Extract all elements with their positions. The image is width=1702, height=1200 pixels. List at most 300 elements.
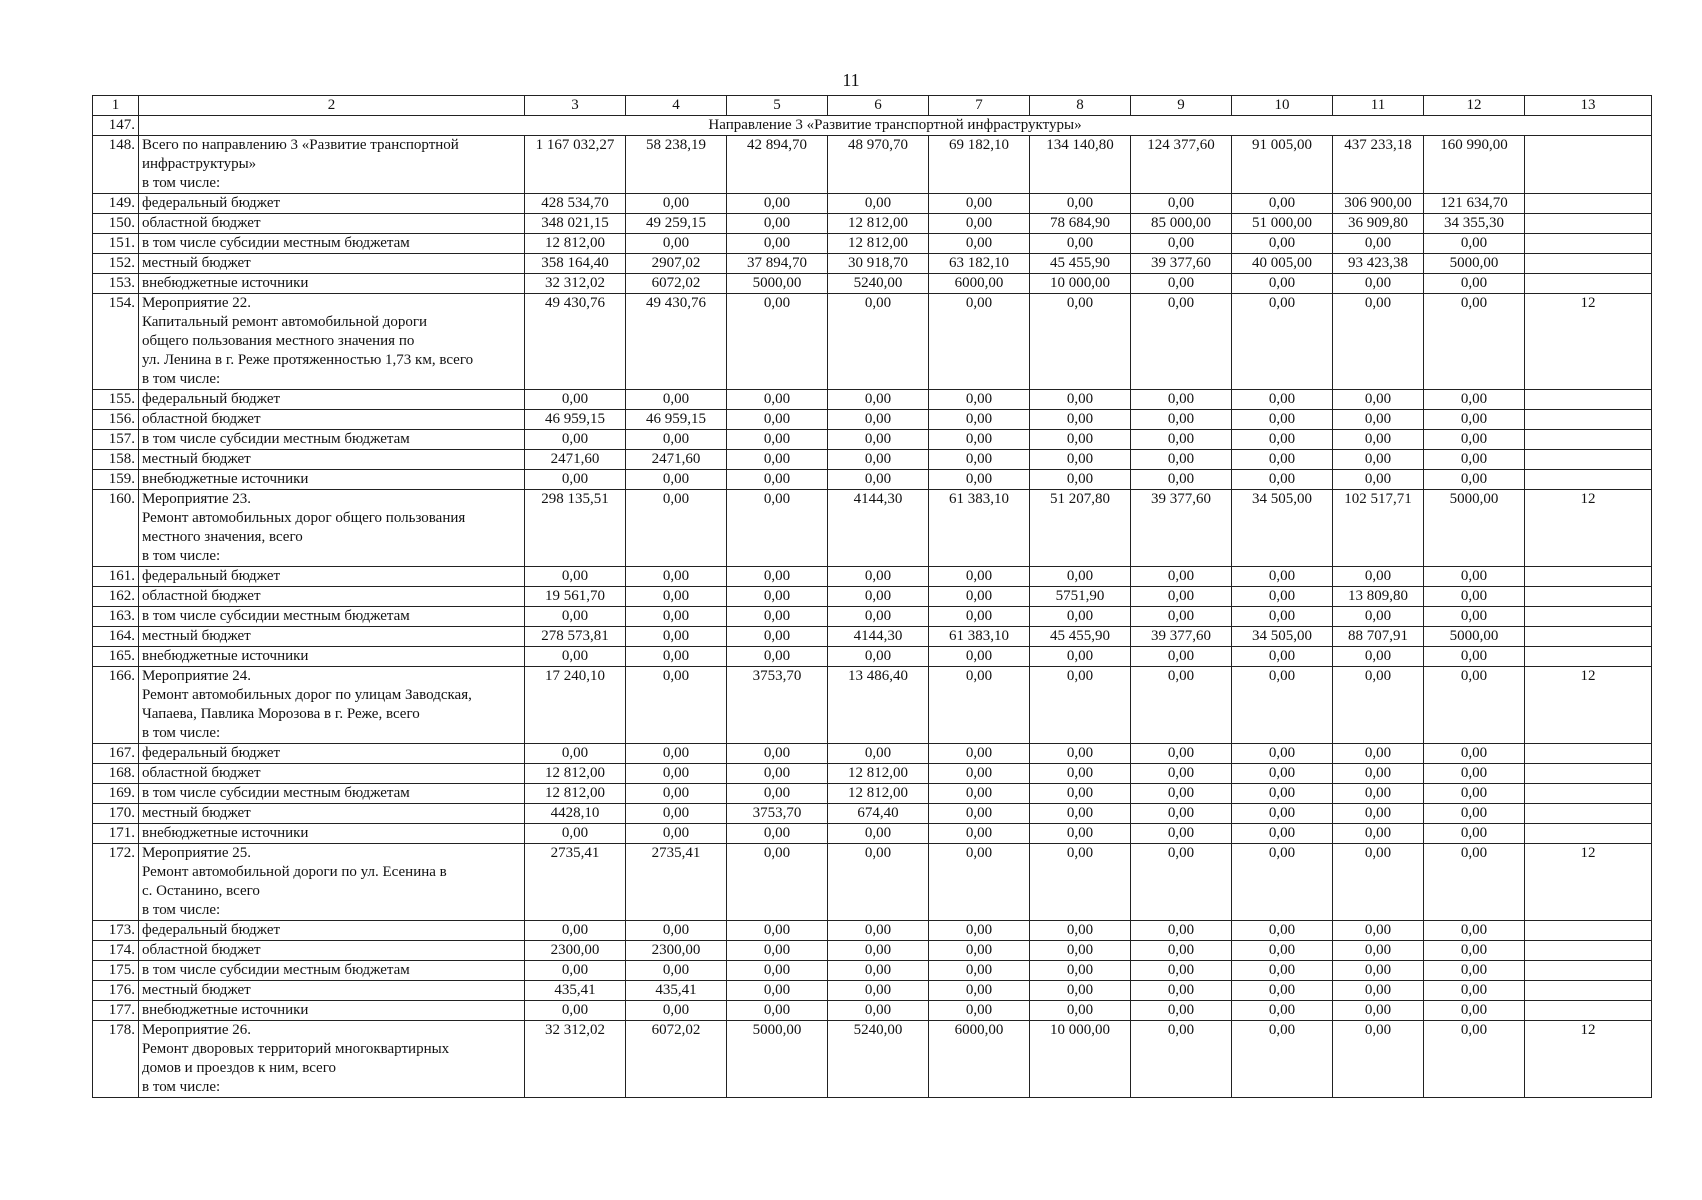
row-number: 148. <box>93 136 139 194</box>
value-cell: 1 167 032,27 <box>525 136 626 194</box>
value-cell: 0,00 <box>727 607 828 627</box>
row-number: 159. <box>93 470 139 490</box>
value-cell: 5000,00 <box>1424 627 1525 647</box>
value-cell: 0,00 <box>1030 450 1131 470</box>
value-cell <box>1525 961 1652 981</box>
value-cell: 2300,00 <box>626 941 727 961</box>
header-cell: 11 <box>1333 96 1424 116</box>
value-cell: 0,00 <box>1232 410 1333 430</box>
value-cell: 0,00 <box>929 567 1030 587</box>
value-cell: 46 959,15 <box>525 410 626 430</box>
value-cell: 0,00 <box>1232 764 1333 784</box>
value-cell: 5000,00 <box>727 274 828 294</box>
value-cell: 0,00 <box>929 1001 1030 1021</box>
value-cell: 6000,00 <box>929 1021 1030 1098</box>
value-cell: 0,00 <box>828 1001 929 1021</box>
value-cell: 0,00 <box>828 824 929 844</box>
value-cell: 0,00 <box>929 430 1030 450</box>
row-name: федеральный бюджет <box>139 921 525 941</box>
value-cell: 0,00 <box>1333 961 1424 981</box>
value-cell: 0,00 <box>1333 844 1424 921</box>
value-cell: 10 000,00 <box>1030 274 1131 294</box>
value-cell: 0,00 <box>727 410 828 430</box>
row-name: местный бюджет <box>139 981 525 1001</box>
value-cell: 34 355,30 <box>1424 214 1525 234</box>
value-cell: 0,00 <box>1232 450 1333 470</box>
row-number: 175. <box>93 961 139 981</box>
row-number: 171. <box>93 824 139 844</box>
value-cell: 0,00 <box>1333 1021 1424 1098</box>
value-cell: 0,00 <box>1424 274 1525 294</box>
value-cell: 0,00 <box>1333 1001 1424 1021</box>
row-name: областной бюджет <box>139 214 525 234</box>
value-cell: 0,00 <box>1424 430 1525 450</box>
value-cell: 0,00 <box>1232 234 1333 254</box>
value-cell: 0,00 <box>1232 607 1333 627</box>
value-cell: 0,00 <box>1424 764 1525 784</box>
value-cell: 0,00 <box>727 214 828 234</box>
row-name: местный бюджет <box>139 627 525 647</box>
row-number: 162. <box>93 587 139 607</box>
value-cell: 0,00 <box>1424 1001 1525 1021</box>
table-row <box>93 764 1652 784</box>
value-cell <box>1525 390 1652 410</box>
value-cell: 160 990,00 <box>1424 136 1525 194</box>
row-number: 154. <box>93 294 139 390</box>
value-cell: 0,00 <box>1424 294 1525 390</box>
value-cell: 0,00 <box>626 470 727 490</box>
value-cell: 12 <box>1525 294 1652 390</box>
header-cell: 5 <box>727 96 828 116</box>
value-cell: 85 000,00 <box>1131 214 1232 234</box>
value-cell: 0,00 <box>727 430 828 450</box>
value-cell: 0,00 <box>1030 390 1131 410</box>
value-cell: 19 561,70 <box>525 587 626 607</box>
value-cell: 5000,00 <box>1424 254 1525 274</box>
row-name: областной бюджет <box>139 587 525 607</box>
row-number: 158. <box>93 450 139 470</box>
value-cell: 0,00 <box>1131 844 1232 921</box>
value-cell: 2907,02 <box>626 254 727 274</box>
value-cell: 0,00 <box>929 667 1030 744</box>
value-cell: 0,00 <box>1030 234 1131 254</box>
table-row <box>93 1001 1652 1021</box>
value-cell: 0,00 <box>1030 961 1131 981</box>
value-cell: 0,00 <box>1232 1001 1333 1021</box>
value-cell: 0,00 <box>1131 470 1232 490</box>
value-cell: 0,00 <box>1131 784 1232 804</box>
value-cell: 0,00 <box>828 981 929 1001</box>
table-row <box>93 627 1652 647</box>
value-cell: 4144,30 <box>828 490 929 567</box>
value-cell <box>1525 921 1652 941</box>
value-cell <box>1525 981 1652 1001</box>
value-cell: 0,00 <box>1232 294 1333 390</box>
value-cell: 0,00 <box>1232 667 1333 744</box>
value-cell: 0,00 <box>1424 784 1525 804</box>
value-cell: 0,00 <box>1333 294 1424 390</box>
value-cell: 12 812,00 <box>525 234 626 254</box>
value-cell: 0,00 <box>727 490 828 567</box>
row-number: 161. <box>93 567 139 587</box>
value-cell: 5000,00 <box>1424 490 1525 567</box>
value-cell: 0,00 <box>1131 824 1232 844</box>
row-name: федеральный бюджет <box>139 567 525 587</box>
value-cell: 0,00 <box>525 567 626 587</box>
value-cell: 0,00 <box>828 647 929 667</box>
value-cell: 358 164,40 <box>525 254 626 274</box>
table-row <box>93 1021 1652 1098</box>
row-name: местный бюджет <box>139 804 525 824</box>
value-cell: 0,00 <box>1030 784 1131 804</box>
value-cell: 0,00 <box>1030 194 1131 214</box>
value-cell: 0,00 <box>626 194 727 214</box>
value-cell: 3753,70 <box>727 804 828 824</box>
value-cell <box>1525 824 1652 844</box>
row-name: Мероприятие 23. Ремонт автомобильных дорог общего пользования местного значения, всего в том числе: <box>139 490 525 567</box>
header-cell: 1 <box>93 96 139 116</box>
row-name: внебюджетные источники <box>139 470 525 490</box>
value-cell: 32 312,02 <box>525 274 626 294</box>
value-cell: 0,00 <box>626 824 727 844</box>
value-cell: 0,00 <box>727 1001 828 1021</box>
value-cell: 0,00 <box>1030 647 1131 667</box>
table-row <box>93 234 1652 254</box>
value-cell: 0,00 <box>525 470 626 490</box>
value-cell: 0,00 <box>1232 824 1333 844</box>
table-row <box>93 744 1652 764</box>
value-cell: 0,00 <box>1333 410 1424 430</box>
value-cell: 0,00 <box>1131 607 1232 627</box>
value-cell: 12 <box>1525 844 1652 921</box>
header-cell: 8 <box>1030 96 1131 116</box>
value-cell: 0,00 <box>1333 647 1424 667</box>
value-cell: 88 707,91 <box>1333 627 1424 647</box>
value-cell: 0,00 <box>1232 274 1333 294</box>
value-cell <box>1525 234 1652 254</box>
value-cell: 12 <box>1525 490 1652 567</box>
value-cell: 0,00 <box>1030 1001 1131 1021</box>
value-cell: 0,00 <box>727 764 828 784</box>
value-cell: 0,00 <box>1424 921 1525 941</box>
value-cell: 0,00 <box>828 961 929 981</box>
value-cell: 0,00 <box>1030 607 1131 627</box>
value-cell: 0,00 <box>626 961 727 981</box>
value-cell <box>1525 254 1652 274</box>
value-cell: 0,00 <box>828 921 929 941</box>
value-cell: 0,00 <box>929 921 1030 941</box>
value-cell: 0,00 <box>1131 961 1232 981</box>
value-cell: 0,00 <box>1232 784 1333 804</box>
value-cell: 0,00 <box>1424 647 1525 667</box>
value-cell: 0,00 <box>929 450 1030 470</box>
header-cell: 6 <box>828 96 929 116</box>
value-cell: 0,00 <box>1131 647 1232 667</box>
value-cell: 0,00 <box>1030 941 1131 961</box>
value-cell: 10 000,00 <box>1030 1021 1131 1098</box>
value-cell: 13 486,40 <box>828 667 929 744</box>
table-row <box>93 567 1652 587</box>
value-cell: 45 455,90 <box>1030 627 1131 647</box>
value-cell: 0,00 <box>1424 470 1525 490</box>
value-cell: 0,00 <box>525 607 626 627</box>
value-cell: 0,00 <box>1333 234 1424 254</box>
value-cell: 0,00 <box>828 844 929 921</box>
value-cell: 0,00 <box>1030 567 1131 587</box>
table-row <box>93 804 1652 824</box>
value-cell: 46 959,15 <box>626 410 727 430</box>
row-number: 155. <box>93 390 139 410</box>
value-cell: 2735,41 <box>525 844 626 921</box>
value-cell: 51 000,00 <box>1232 214 1333 234</box>
row-number: 156. <box>93 410 139 430</box>
row-name: федеральный бюджет <box>139 194 525 214</box>
value-cell: 0,00 <box>1131 1021 1232 1098</box>
row-number: 170. <box>93 804 139 824</box>
value-cell: 61 383,10 <box>929 627 1030 647</box>
value-cell: 12 812,00 <box>525 764 626 784</box>
value-cell <box>1525 587 1652 607</box>
value-cell: 102 517,71 <box>1333 490 1424 567</box>
value-cell: 63 182,10 <box>929 254 1030 274</box>
value-cell: 34 505,00 <box>1232 490 1333 567</box>
value-cell: 6072,02 <box>626 1021 727 1098</box>
direction-row <box>93 116 1652 136</box>
value-cell: 34 505,00 <box>1232 627 1333 647</box>
value-cell: 12 <box>1525 1021 1652 1098</box>
value-cell: 0,00 <box>1131 450 1232 470</box>
value-cell: 45 455,90 <box>1030 254 1131 274</box>
value-cell: 0,00 <box>1333 667 1424 744</box>
value-cell: 0,00 <box>1030 804 1131 824</box>
table-row <box>93 844 1652 921</box>
value-cell: 3753,70 <box>727 667 828 744</box>
table-row <box>93 390 1652 410</box>
row-number: 174. <box>93 941 139 961</box>
value-cell: 2471,60 <box>525 450 626 470</box>
value-cell: 61 383,10 <box>929 490 1030 567</box>
value-cell: 0,00 <box>1333 941 1424 961</box>
table-row <box>93 430 1652 450</box>
value-cell: 0,00 <box>1424 981 1525 1001</box>
row-number: 178. <box>93 1021 139 1098</box>
value-cell: 0,00 <box>1424 567 1525 587</box>
table-row <box>93 194 1652 214</box>
value-cell: 298 135,51 <box>525 490 626 567</box>
value-cell: 40 005,00 <box>1232 254 1333 274</box>
table-row <box>93 136 1652 194</box>
row-name: областной бюджет <box>139 764 525 784</box>
value-cell: 0,00 <box>1232 430 1333 450</box>
value-cell <box>1525 744 1652 764</box>
value-cell: 0,00 <box>1333 804 1424 824</box>
value-cell: 0,00 <box>828 607 929 627</box>
value-cell <box>1525 136 1652 194</box>
value-cell: 51 207,80 <box>1030 490 1131 567</box>
row-number: 151. <box>93 234 139 254</box>
row-number: 176. <box>93 981 139 1001</box>
value-cell: 12 812,00 <box>828 234 929 254</box>
row-number: 168. <box>93 764 139 784</box>
value-cell: 0,00 <box>626 234 727 254</box>
value-cell <box>1525 430 1652 450</box>
value-cell: 0,00 <box>1030 981 1131 1001</box>
row-name: местный бюджет <box>139 450 525 470</box>
value-cell: 0,00 <box>727 294 828 390</box>
value-cell: 0,00 <box>1424 961 1525 981</box>
value-cell: 0,00 <box>626 430 727 450</box>
value-cell: 0,00 <box>1333 390 1424 410</box>
value-cell: 0,00 <box>1030 294 1131 390</box>
value-cell: 0,00 <box>828 587 929 607</box>
value-cell: 2735,41 <box>626 844 727 921</box>
value-cell: 0,00 <box>1030 430 1131 450</box>
value-cell: 0,00 <box>929 824 1030 844</box>
row-name: Всего по направлению 3 «Развитие транспортной инфраструктуры» в том числе: <box>139 136 525 194</box>
value-cell: 0,00 <box>626 627 727 647</box>
value-cell: 0,00 <box>929 234 1030 254</box>
value-cell: 0,00 <box>1424 667 1525 744</box>
table-row <box>93 294 1652 390</box>
value-cell: 39 377,60 <box>1131 254 1232 274</box>
table-row <box>93 607 1652 627</box>
value-cell: 0,00 <box>727 744 828 764</box>
row-number: 157. <box>93 430 139 450</box>
value-cell: 48 970,70 <box>828 136 929 194</box>
value-cell: 0,00 <box>1424 390 1525 410</box>
value-cell: 0,00 <box>929 390 1030 410</box>
header-cell: 13 <box>1525 96 1652 116</box>
value-cell: 0,00 <box>1030 744 1131 764</box>
row-number: 165. <box>93 647 139 667</box>
value-cell: 0,00 <box>828 941 929 961</box>
value-cell: 0,00 <box>727 627 828 647</box>
value-cell: 0,00 <box>828 470 929 490</box>
value-cell: 0,00 <box>525 647 626 667</box>
value-cell: 435,41 <box>626 981 727 1001</box>
page-number: 11 <box>842 70 860 90</box>
value-cell: 0,00 <box>828 567 929 587</box>
row-name: в том числе субсидии местным бюджетам <box>139 961 525 981</box>
value-cell: 49 259,15 <box>626 214 727 234</box>
value-cell <box>1525 607 1652 627</box>
value-cell: 0,00 <box>1131 921 1232 941</box>
value-cell: 0,00 <box>1232 1021 1333 1098</box>
row-number: 153. <box>93 274 139 294</box>
value-cell: 12 <box>1525 667 1652 744</box>
value-cell: 0,00 <box>1333 784 1424 804</box>
value-cell: 0,00 <box>1424 824 1525 844</box>
row-name: Мероприятие 26. Ремонт дворовых территорий многоквартирных домов и проездов к ним, всего в том числе: <box>139 1021 525 1098</box>
value-cell: 0,00 <box>727 824 828 844</box>
header-cell: 3 <box>525 96 626 116</box>
value-cell <box>1525 941 1652 961</box>
table-row <box>93 490 1652 567</box>
value-cell: 0,00 <box>1131 941 1232 961</box>
value-cell: 0,00 <box>1333 921 1424 941</box>
value-cell: 0,00 <box>1232 744 1333 764</box>
value-cell: 0,00 <box>1333 567 1424 587</box>
value-cell: 5240,00 <box>828 274 929 294</box>
value-cell: 0,00 <box>1424 941 1525 961</box>
value-cell: 0,00 <box>929 587 1030 607</box>
value-cell: 36 909,80 <box>1333 214 1424 234</box>
value-cell <box>1525 567 1652 587</box>
value-cell: 0,00 <box>1333 470 1424 490</box>
value-cell: 0,00 <box>929 784 1030 804</box>
value-cell <box>1525 214 1652 234</box>
value-cell: 0,00 <box>1333 430 1424 450</box>
value-cell: 0,00 <box>1131 194 1232 214</box>
value-cell: 0,00 <box>828 410 929 430</box>
row-number: 160. <box>93 490 139 567</box>
value-cell: 0,00 <box>1333 764 1424 784</box>
value-cell: 0,00 <box>1030 844 1131 921</box>
value-cell: 348 021,15 <box>525 214 626 234</box>
value-cell: 0,00 <box>1424 587 1525 607</box>
value-cell: 49 430,76 <box>525 294 626 390</box>
value-cell <box>1525 784 1652 804</box>
row-number: 173. <box>93 921 139 941</box>
column-number-row <box>93 96 1652 116</box>
value-cell: 17 240,10 <box>525 667 626 744</box>
value-cell: 0,00 <box>1232 961 1333 981</box>
value-cell: 0,00 <box>828 744 929 764</box>
value-cell: 0,00 <box>1424 607 1525 627</box>
value-cell: 437 233,18 <box>1333 136 1424 194</box>
value-cell: 0,00 <box>929 607 1030 627</box>
row-name: в том числе субсидии местным бюджетам <box>139 784 525 804</box>
value-cell: 0,00 <box>828 390 929 410</box>
value-cell: 124 377,60 <box>1131 136 1232 194</box>
table-row <box>93 470 1652 490</box>
value-cell: 2300,00 <box>525 941 626 961</box>
row-number: 166. <box>93 667 139 744</box>
value-cell: 0,00 <box>1131 430 1232 450</box>
value-cell: 6072,02 <box>626 274 727 294</box>
value-cell: 0,00 <box>1131 587 1232 607</box>
row-name: внебюджетные источники <box>139 274 525 294</box>
value-cell: 0,00 <box>727 981 828 1001</box>
row-name: в том числе субсидии местным бюджетам <box>139 607 525 627</box>
value-cell: 0,00 <box>828 450 929 470</box>
value-cell: 0,00 <box>1232 470 1333 490</box>
value-cell: 78 684,90 <box>1030 214 1131 234</box>
value-cell: 0,00 <box>1131 764 1232 784</box>
header-cell: 10 <box>1232 96 1333 116</box>
value-cell: 69 182,10 <box>929 136 1030 194</box>
row-name: внебюджетные источники <box>139 1001 525 1021</box>
table-row <box>93 941 1652 961</box>
value-cell: 0,00 <box>1232 567 1333 587</box>
value-cell: 42 894,70 <box>727 136 828 194</box>
table-row <box>93 254 1652 274</box>
direction-title: Направление 3 «Развитие транспортной инфраструктуры» <box>139 116 1652 136</box>
value-cell: 2471,60 <box>626 450 727 470</box>
value-cell: 0,00 <box>1131 410 1232 430</box>
value-cell <box>1525 470 1652 490</box>
value-cell: 4144,30 <box>828 627 929 647</box>
row-name: в том числе субсидии местным бюджетам <box>139 430 525 450</box>
value-cell: 0,00 <box>929 961 1030 981</box>
value-cell: 0,00 <box>929 410 1030 430</box>
row-name: федеральный бюджет <box>139 744 525 764</box>
value-cell: 0,00 <box>929 844 1030 921</box>
value-cell: 0,00 <box>1424 450 1525 470</box>
value-cell: 32 312,02 <box>525 1021 626 1098</box>
row-number: 169. <box>93 784 139 804</box>
table-row <box>93 784 1652 804</box>
